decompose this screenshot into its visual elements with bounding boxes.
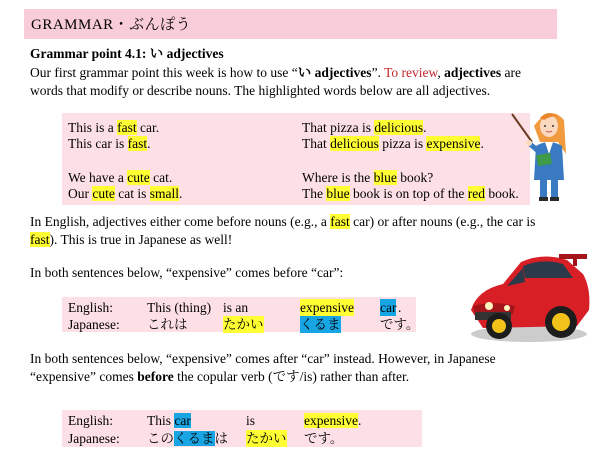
teacher-illustration (510, 98, 570, 202)
intro-paragraph: Our first grammar point this week is how to use “い adjectives”. To review, adjectives are words that modify or describe nouns. The highlighted words below are all adjectives. (30, 65, 521, 98)
table-cell: このくるまは (147, 431, 228, 446)
table-cell: これは (147, 317, 188, 332)
noun-highlight: くるま (300, 317, 341, 332)
example-sentence: That pizza is delicious. (302, 120, 427, 135)
before-note: In both sentences below, “expensive” comes before “car”: (30, 265, 344, 280)
row-label: Japanese: (68, 317, 120, 332)
table-cell: expensive. (304, 413, 362, 428)
table-cell: is an (223, 300, 249, 315)
example-sentence: Our cute cat is small. (68, 186, 183, 201)
adjective-highlight: たかい (223, 317, 264, 332)
table-cell: です。 (304, 431, 344, 446)
table-cell: です。 (380, 317, 420, 332)
example-sentence: This is a fast car. (68, 120, 160, 135)
example-sentence: That delicious pizza is expensive. (302, 136, 484, 151)
row-label: English: (68, 300, 114, 315)
example-sentence: This car is fast. (68, 136, 151, 151)
english-adjective-note: In English, adjectives either come before nouns (e.g., a fast car) or after nouns (e.g., the car is fast). This is true in Japanese as well! (30, 214, 536, 247)
table-cell: This (thing) (147, 300, 212, 315)
table-cell: is (246, 413, 256, 428)
section-header (24, 9, 557, 39)
table-cell: This car (147, 413, 191, 428)
noun-highlight: car (174, 413, 191, 428)
grammar-point-title: Grammar point 4.1: い adjectives (30, 46, 224, 61)
noun-highlight: くるま (174, 431, 215, 446)
adjective-highlight: expensive (300, 300, 354, 315)
example-sentence: The blue book is on top of the red book. (302, 186, 519, 201)
example-sentence: Where is the blue book? (302, 170, 434, 185)
section-title: GRAMMAR・ぶんぽう (31, 17, 192, 33)
noun-highlight: car (380, 300, 397, 315)
adjective-highlight: expensive (304, 413, 358, 428)
table-cell: . (398, 300, 402, 315)
red-car-illustration (463, 248, 595, 346)
row-label: Japanese: (68, 431, 120, 446)
example-sentence: We have a cute cat. (68, 170, 173, 185)
row-label: English: (68, 413, 114, 428)
after-note: In both sentences below, “expensive” comes after “car” instead. However, in Japanese “expensive” comes before the copular verb (です/is) rather than after. (30, 351, 496, 384)
adjective-highlight: たかい (246, 431, 287, 446)
